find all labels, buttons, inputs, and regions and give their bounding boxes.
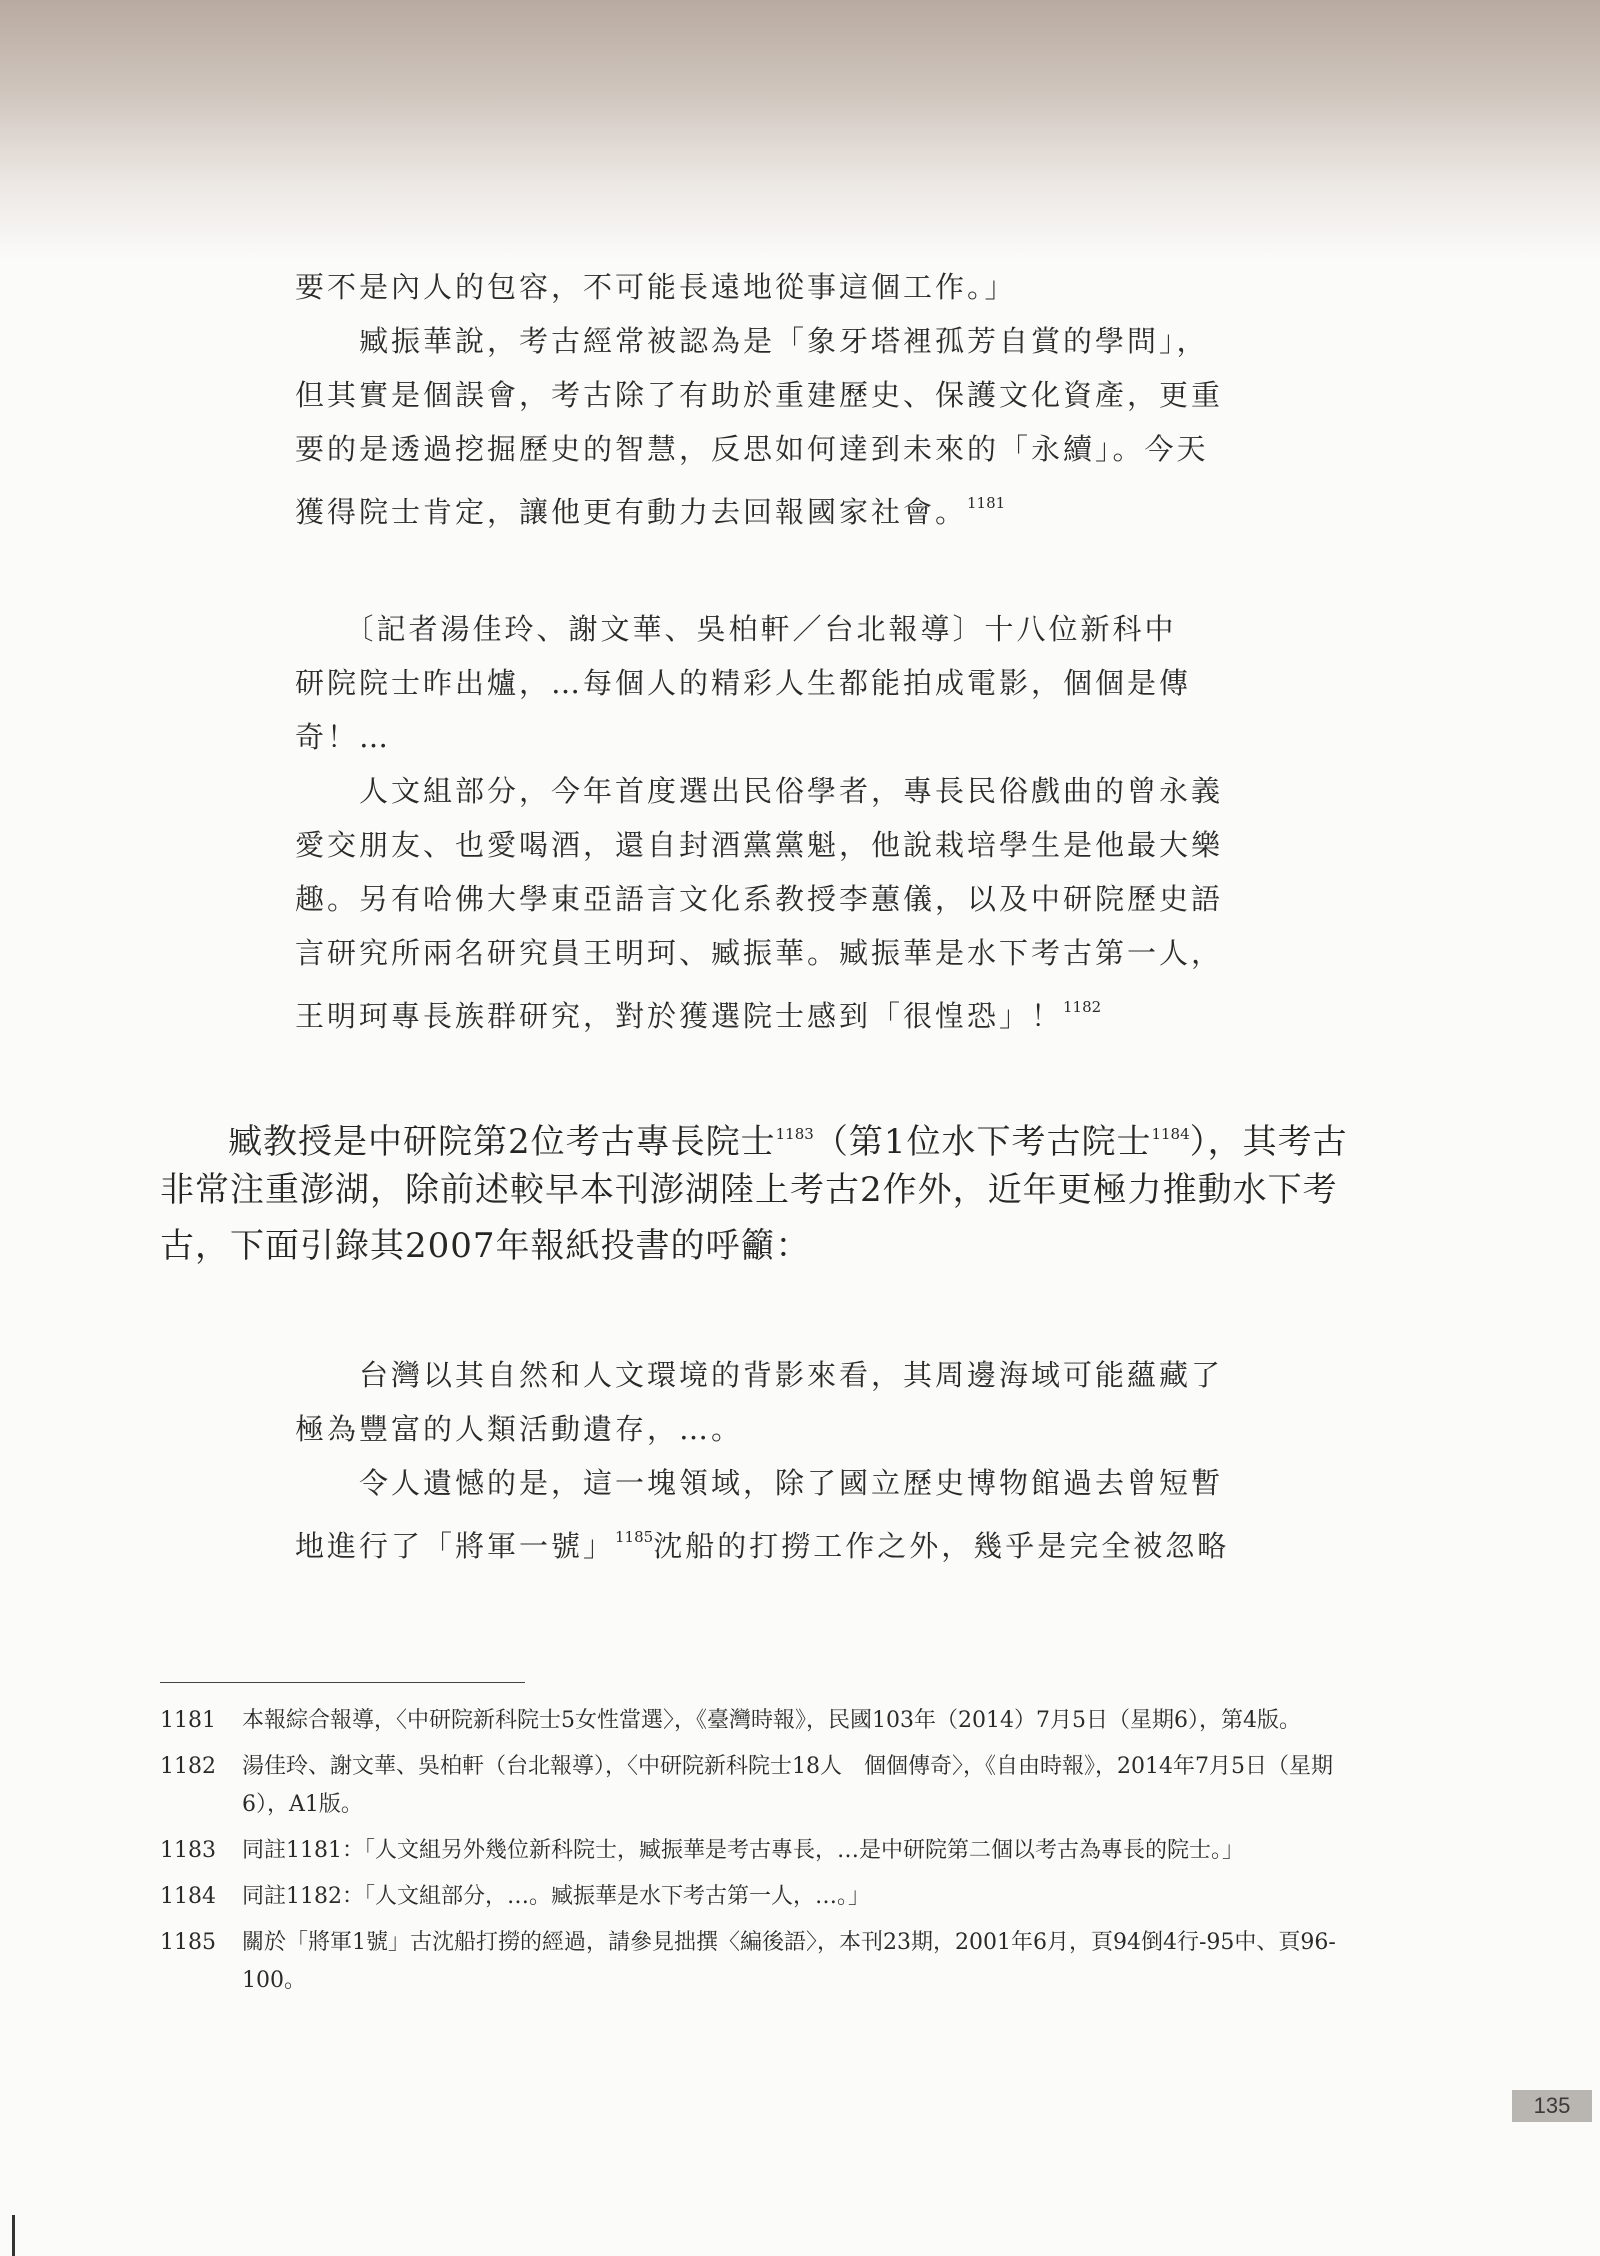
footnote-ref[interactable]: 1182 (1063, 998, 1102, 1016)
quote-text: 王明珂專長族群研究，對於獲選院士感到「很惶恐」！ (295, 999, 1064, 1033)
footnote-divider (160, 1682, 525, 1683)
footnote-item (160, 1832, 1360, 1870)
quote-text: 獲得院士肯定，讓他更有動力去回報國家社會。 (295, 495, 968, 529)
footnote-text: 湯佳玲、謝文華、吳柏軒（台北報導），〈中研院新科院士18人 個個傳奇〉，《自由時報》，2014年7月5日（星期6），A1版。 (242, 1754, 1333, 1817)
main-paragraph (160, 1106, 1355, 1274)
footnote-ref[interactable]: 1181 (967, 494, 1006, 512)
footnote-item (160, 1702, 1360, 1740)
quote-line: 奇！… (295, 720, 392, 754)
main-line (160, 1106, 1355, 1162)
footnote-ref[interactable]: 1184 (1151, 1125, 1190, 1143)
footnote-ref[interactable]: 1185 (615, 1528, 654, 1546)
footnote-text: 本報綜合報導，〈中研院新科院士5女性當選〉，《臺灣時報》，民國103年（2014）7月5日（星期6），第4版。 (242, 1708, 1301, 1733)
quote-line: 愛交朋友、也愛喝酒，還自封酒黨黨魁，他說栽培學生是他最大樂 (295, 828, 1224, 862)
main-line: 非常注重澎湖，除前述較早本刊澎湖陸上考古2作外，近年更極力推動水下考 (160, 1170, 1338, 1210)
quote-block-1 (295, 260, 1350, 530)
quote-line: 研院院士昨出爐，…每個人的精彩人生都能拍成電影，個個是傳 (295, 666, 1192, 700)
footnote-number: 1181 (160, 1708, 216, 1733)
page-number: 135 (1512, 2090, 1592, 2122)
quote-line: 人文組部分，今年首度選出民俗學者，專長民俗戲曲的曾永義 (295, 774, 1224, 808)
footnote-number: 1185 (160, 1930, 216, 1955)
footnote-number: 1184 (160, 1884, 216, 1909)
quote-line: 趣。另有哈佛大學東亞語言文化系教授李蕙儀，以及中研院歷史語 (295, 882, 1224, 916)
quote-block-3 (295, 1348, 1350, 1564)
quote-block-2 (295, 602, 1350, 1034)
footnote-number: 1183 (160, 1838, 216, 1863)
main-text: （第1位水下考古院士 (813, 1122, 1152, 1162)
quote-line: 要的是透過挖掘歷史的智慧，反思如何達到未來的「永續」。今天 (295, 432, 1209, 466)
footnote-item (160, 1878, 1360, 1916)
footnote-number: 1182 (160, 1754, 216, 1779)
footnote-text: 同註1181：「人文組另外幾位新科院士，臧振華是考古專長，…是中研院第二個以考古為專長的院士。」 (242, 1838, 1244, 1863)
main-text: 臧教授是中研院第2位考古專長院士 (228, 1122, 776, 1162)
footnote-text: 關於「將軍1號」古沈船打撈的經過，請參見拙撰〈編後語〉，本刊23期，2001年6月，頁94倒4行-95中、頁96-100。 (242, 1930, 1336, 1993)
quote-line (295, 476, 1350, 530)
quote-text: 地進行了「將軍一號」 (295, 1529, 616, 1563)
footnote-text: 同註1182：「人文組部分，…。臧振華是水下考古第一人，…。」 (242, 1884, 870, 1909)
quote-line: 言研究所兩名研究員王明珂、臧振華。臧振華是水下考古第一人， (295, 936, 1224, 970)
quote-line: 令人遺憾的是，這一塊領域，除了國立歷史博物館過去曾短暫 (295, 1466, 1224, 1500)
top-page-shading (0, 0, 1600, 260)
scan-edge-mark (12, 2215, 15, 2256)
footnote-item (160, 1924, 1360, 2000)
footnote-item (160, 1748, 1360, 1824)
quote-line: 臧振華說，考古經常被認為是「象牙塔裡孤芳自賞的學問」， (295, 324, 1209, 358)
quote-line: 極為豐富的人類活動遺存，…。 (295, 1412, 744, 1446)
footnotes (160, 1702, 1360, 2008)
quote-line: 〔記者湯佳玲、謝文華、吳柏軒／台北報導〕十八位新科中 (295, 612, 1177, 646)
quote-line: 台灣以其自然和人文環境的背影來看，其周邊海域可能蘊藏了 (295, 1358, 1224, 1392)
quote-line: 但其實是個誤會，考古除了有助於重建歷史、保護文化資產，更重 (295, 378, 1224, 412)
quote-text: 沈船的打撈工作之外，幾乎是完全被忽略 (653, 1529, 1230, 1563)
main-line: 古，下面引錄其2007年報紙投書的呼籲： (160, 1226, 811, 1266)
quote-line (295, 1510, 1350, 1564)
quote-line (295, 980, 1350, 1034)
quote-line: 要不是內人的包容，不可能長遠地從事這個工作。」 (295, 270, 1017, 304)
footnote-ref[interactable]: 1183 (775, 1125, 814, 1143)
main-text: ），其考古 (1189, 1122, 1348, 1162)
